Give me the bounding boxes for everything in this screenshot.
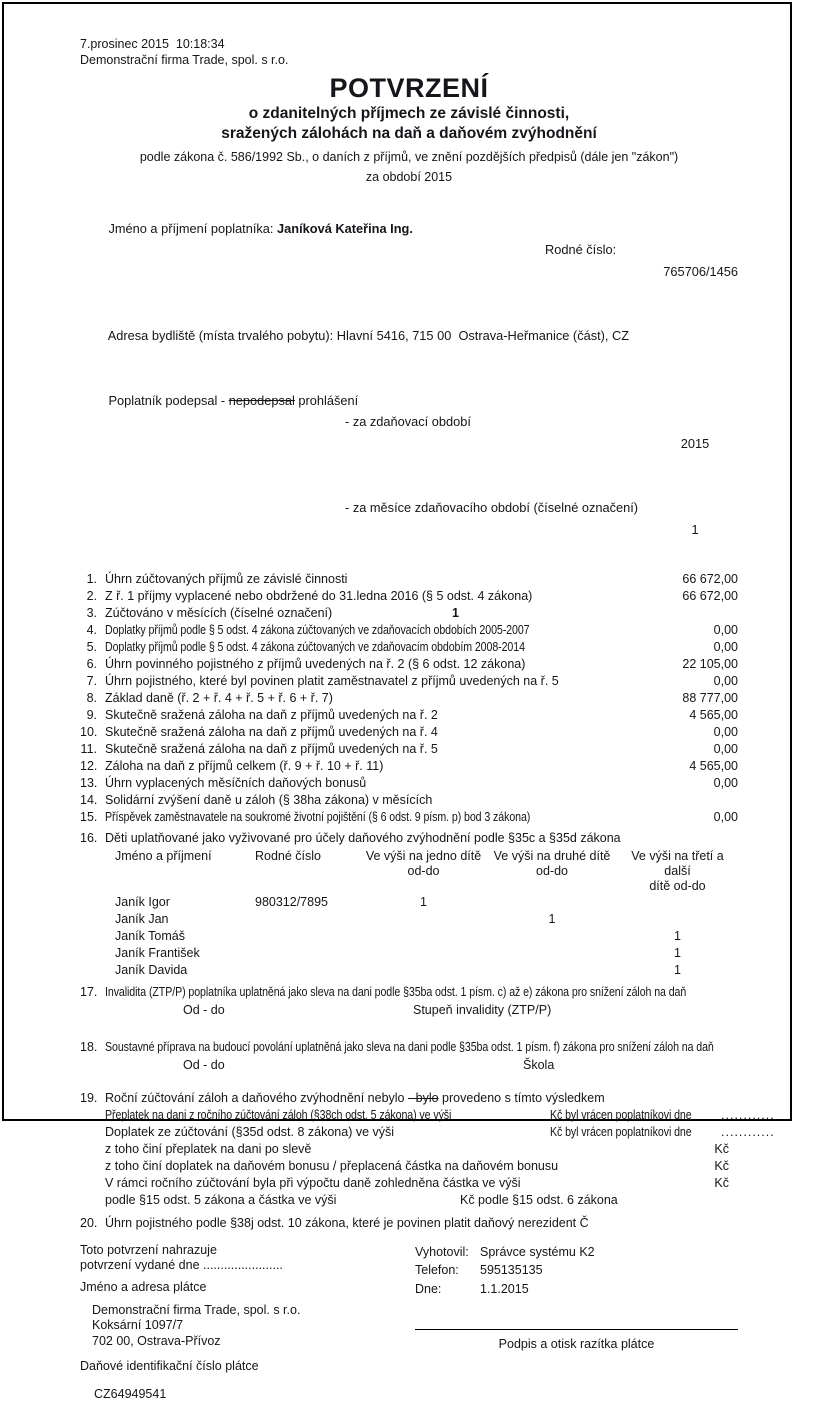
- currency-label: Kč: [714, 1175, 729, 1192]
- section-18-label: Soustavné příprava na budoucí povolání uplatněná jako sleva na dani podle §35ba odst. 1 písm. f) zákona pro snížení záloh na daň: [105, 1039, 714, 1056]
- tax-id-value: CZ64949541: [94, 1387, 415, 1402]
- child-third-months: [617, 911, 738, 928]
- child-first-months: [360, 962, 487, 979]
- section-19-row: [80, 1124, 738, 1141]
- section-19-row-label-text: Přeplatek na dani z ročního zúčtování záloh (§38ch odst. 5 zákona) ve výši: [105, 1107, 451, 1124]
- line-label: Skutečně sražená záloha na daň z příjmů uvedených na ř. 5: [105, 741, 714, 758]
- payer-section-label: Jméno a adresa plátce: [80, 1280, 415, 1295]
- income-line: [80, 809, 738, 826]
- line-number: 15.: [80, 809, 105, 826]
- income-line: [80, 639, 738, 656]
- declaration-struck-text: nepodepsal: [229, 393, 295, 408]
- address-label: Adresa bydliště (místa trvalého pobytu):: [108, 328, 337, 343]
- income-line: [80, 690, 738, 707]
- line-center-value: 1: [452, 605, 459, 622]
- declaration-row: [80, 368, 738, 476]
- signature-line: [415, 1329, 738, 1330]
- line-number: 16.: [80, 830, 105, 847]
- income-line: [80, 741, 738, 758]
- declaration-prefix: Poplatník podepsal -: [108, 393, 228, 408]
- line-label-text: Doplatky příjmů podle § 5 odst. 4 zákona zúčtovaných ve zdaňovacím obdobím 2008-2014: [105, 639, 525, 656]
- line-number: 20.: [80, 1215, 105, 1232]
- months-label: - za měsíce zdaňovacího období (číselné označení): [345, 497, 638, 519]
- child-birth-number: [255, 928, 360, 945]
- income-line: [80, 724, 738, 741]
- child-birth-number: [255, 911, 360, 928]
- line-number: 12.: [80, 758, 105, 775]
- line-number: 9.: [80, 707, 105, 724]
- dotted-fill: ............: [717, 1125, 775, 1139]
- title-block: [80, 72, 738, 188]
- child-third-months: 1: [617, 962, 738, 979]
- footer-right-column: [415, 1243, 738, 1402]
- line-label: Základ daně (ř. 2 + ř. 4 + ř. 5 + ř. 6 + ř. 7): [105, 690, 682, 707]
- date-row: [415, 1280, 738, 1299]
- line-label: Solidární zvýšení daně u záloh (§ 38ha zákona) v měsících: [105, 792, 738, 809]
- period-line: za období 2015: [80, 167, 738, 188]
- income-line: [80, 588, 738, 605]
- child-first-months: 1: [360, 894, 487, 911]
- issued-by-value: Správce systému K2: [480, 1243, 595, 1262]
- line-number: 17.: [80, 984, 105, 1001]
- line-value: 66 672,00: [682, 571, 738, 588]
- footer-left-column: [80, 1243, 415, 1402]
- payer-address-block: [92, 1303, 415, 1350]
- child-name: Janík Igor: [115, 894, 255, 911]
- col-header-birth-number: Rodné číslo: [255, 849, 360, 894]
- income-line: [80, 605, 738, 622]
- section-18-fields: [80, 1056, 738, 1075]
- line-value: 0,00: [714, 775, 738, 792]
- child-name: Janík František: [115, 945, 255, 962]
- section-18: [80, 1039, 738, 1075]
- line-label: [105, 622, 714, 639]
- section-18-label-row: [80, 1039, 738, 1056]
- line-value: 0,00: [714, 639, 738, 656]
- date-value: 1.1.2015: [480, 1280, 529, 1299]
- children-section-label-row: [80, 830, 738, 847]
- children-section-label: Děti uplatňované jako vyživované pro účely daňového zvýhodnění podle §35c a §35d zákona: [105, 830, 738, 847]
- payer-street: Koksární 1097/7: [92, 1318, 415, 1334]
- school-label: Škola: [523, 1056, 554, 1075]
- line-label: [105, 639, 714, 656]
- line-number: 6.: [80, 656, 105, 673]
- child-row: [80, 945, 738, 962]
- col-header-second-child: Ve výši na druhé dítě od-do: [487, 849, 617, 894]
- returned-on-label: [550, 1107, 775, 1124]
- footer: [80, 1243, 738, 1402]
- invalidity-degree-label: Stupeň invalidity (ZTP/P): [413, 1001, 551, 1020]
- section-19-struck-text: - bylo: [408, 1091, 439, 1105]
- child-second-months: [487, 962, 617, 979]
- child-first-months: [360, 928, 487, 945]
- section-19-row: [80, 1175, 738, 1192]
- line-label: Skutečně sražená záloha na daň z příjmů uvedených na ř. 2: [105, 707, 689, 724]
- payer-name: Demonstrační firma Trade, spol. s r.o.: [92, 1303, 415, 1319]
- signature-area: [415, 1329, 738, 1352]
- line-number: 18.: [80, 1039, 105, 1056]
- line-number: 2.: [80, 588, 105, 605]
- returned-on-text: Kč byl vrácen poplatníkovi dne: [550, 1107, 692, 1124]
- taxpayer-section: [80, 196, 738, 562]
- child-third-months: 1: [617, 945, 738, 962]
- replacement-note-line-1: Toto potvrzení nahrazuje: [80, 1243, 415, 1258]
- income-line: [80, 792, 738, 809]
- section-19-row: [80, 1192, 738, 1209]
- line-number: 11.: [80, 741, 105, 758]
- line-value: 66 672,00: [682, 588, 738, 605]
- law-reference: podle zákona č. 586/1992 Sb., o daních z příjmů, ve znění pozdějších předpisů (dále jen "zákon"): [80, 147, 738, 167]
- child-birth-number: [255, 945, 360, 962]
- child-birth-number: 980312/7895: [255, 894, 360, 911]
- section-20-label: Úhrn pojistného podle §38j odst. 10 zákona, které je povinen platit daňový nerezident Č: [105, 1215, 738, 1232]
- child-first-months: [360, 911, 487, 928]
- line-number: 13.: [80, 775, 105, 792]
- child-third-months: [617, 894, 738, 911]
- income-line: [80, 707, 738, 724]
- birth-number-label: Rodné číslo:: [545, 239, 616, 261]
- line-label-text: Doplatky příjmů podle § 5 odst. 4 zákona zúčtovaných ve zdaňovacích obdobích 2005-2007: [105, 622, 529, 639]
- line-value: 88 777,00: [682, 690, 738, 707]
- mid-note: Kč podle §15 odst. 6 zákona: [460, 1192, 618, 1209]
- tax-id-label: Daňové identifikační číslo plátce: [80, 1359, 415, 1374]
- section-19-row: [80, 1141, 738, 1158]
- line-value: 0,00: [714, 673, 738, 690]
- child-birth-number: [255, 962, 360, 979]
- line-value: 4 565,00: [689, 758, 738, 775]
- child-second-months: [487, 894, 617, 911]
- income-line: [80, 758, 738, 775]
- line-value: 0,00: [714, 622, 738, 639]
- line-label: Skutečně sražená záloha na daň z příjmů uvedených na ř. 4: [105, 724, 714, 741]
- section-20: [80, 1215, 738, 1232]
- returned-on-label: [550, 1124, 775, 1141]
- income-line: [80, 656, 738, 673]
- section-19-row: [80, 1158, 738, 1175]
- child-second-months: [487, 928, 617, 945]
- document-subtitle-1: o zdanitelných příjmech ze závislé činnosti,: [80, 104, 738, 124]
- line-value: 0,00: [714, 741, 738, 758]
- section-17-fields: [80, 1001, 738, 1020]
- currency-label: Kč: [714, 1141, 729, 1158]
- phone-row: [415, 1261, 738, 1280]
- section-19-row: [80, 1107, 738, 1124]
- od-do-label: Od - do: [183, 1058, 225, 1072]
- line-label: Úhrn povinného pojistného z příjmů uvedených na ř. 2 (§ 6 odst. 12 zákona): [105, 656, 682, 673]
- line-label: Zúčtováno v měsících (číselné označení): [105, 605, 738, 622]
- line-number: 1.: [80, 571, 105, 588]
- line-number: 5.: [80, 639, 105, 656]
- line-value: 0,00: [714, 724, 738, 741]
- section-19-label: Roční zúčtování záloh a daňového zvýhodnění nebylo - bylo provedeno s tímto výsledkem: [105, 1090, 738, 1107]
- section-17-label: Invalidita (ZTP/P) poplatníka uplatněná jako sleva na dani podle §35ba odst. 1 písm. c) až e) zákona pro snížení záloh na daň: [105, 984, 686, 1001]
- child-row: [80, 911, 738, 928]
- currency-label: Kč: [714, 1158, 729, 1175]
- address-value: Hlavní 5416, 715 00 Ostrava-Heřmanice (část), CZ: [337, 328, 629, 343]
- income-line: [80, 775, 738, 792]
- birth-number-value: 765706/1456: [663, 261, 738, 283]
- line-number: 19.: [80, 1090, 105, 1107]
- line-value: 0,00: [714, 809, 738, 826]
- print-header: [80, 36, 738, 68]
- line-label-text: Příspěvek zaměstnavatele na soukromé životní pojištění (§ 6 odst. 9 písm. p) bod 3 zákona): [105, 809, 530, 826]
- child-second-months: [487, 945, 617, 962]
- child-third-months: 1: [617, 928, 738, 945]
- declaration-suffix: prohlášení: [295, 393, 358, 408]
- child-row: [80, 962, 738, 979]
- line-number: 3.: [80, 605, 105, 622]
- phone-label: Telefon:: [415, 1261, 480, 1280]
- taxpayer-name-label: Jméno a příjmení poplatníka:: [108, 221, 277, 236]
- line-number: 10.: [80, 724, 105, 741]
- tax-period-value: 2015: [655, 433, 735, 455]
- line-number: 4.: [80, 622, 105, 639]
- section-19-row-label: z toho činí doplatek na daňovém bonusu / přeplacená částka na daňovém bonusu: [105, 1159, 558, 1173]
- income-line: [80, 673, 738, 690]
- line-label: Úhrn vyplacených měsíčních daňových bonusů: [105, 775, 714, 792]
- payer-city: 702 00, Ostrava-Přívoz: [92, 1334, 415, 1350]
- months-value: 1: [655, 519, 735, 541]
- line-label: Z ř. 1 příjmy vyplacené nebo obdržené do 31.ledna 2016 (§ 5 odst. 4 zákona): [105, 588, 682, 605]
- dotted-fill: ............: [717, 1108, 775, 1122]
- document-subtitle-2: sražených zálohách na daň a daňovém zvýhodnění: [80, 124, 738, 144]
- col-header-name: Jméno a příjmení: [115, 849, 255, 894]
- line-label: Záloha na daň z příjmů celkem (ř. 9 + ř. 10 + ř. 11): [105, 758, 689, 775]
- phone-value: 595135135: [480, 1261, 543, 1280]
- child-name: Janík Davida: [115, 962, 255, 979]
- line-value: 4 565,00: [689, 707, 738, 724]
- line-label: [105, 809, 714, 826]
- section-19-row-label: podle §15 odst. 5 zákona a částka ve výši: [105, 1193, 336, 1207]
- child-row: [80, 894, 738, 911]
- replacement-note-line-2: potvrzení vydané dne .......................: [80, 1258, 415, 1273]
- taxpayer-address-row: [80, 304, 738, 369]
- child-name: Janík Jan: [115, 911, 255, 928]
- child-name: Janík Tomáš: [115, 928, 255, 945]
- line-label: Úhrn pojistného, které byl povinen platit zaměstnavatel z příjmů uvedených na ř. 5: [105, 673, 714, 690]
- tax-period-label: - za zdaňovací období: [345, 411, 471, 433]
- line-number: 7.: [80, 673, 105, 690]
- date-label: Dne:: [415, 1280, 480, 1299]
- line-label: Úhrn zúčtovaných příjmů ze závislé činnosti: [105, 571, 682, 588]
- line-value: 22 105,00: [682, 656, 738, 673]
- section-19-row-label: Doplatek ze zúčtování (§35d odst. 8 zákona) ve výši: [105, 1125, 394, 1139]
- children-table-body: [80, 894, 738, 979]
- section-17-label-row: [80, 984, 738, 1001]
- income-lines: [80, 571, 738, 826]
- line-number: 8.: [80, 690, 105, 707]
- signature-label: Podpis a otisk razítka plátce: [415, 1337, 738, 1352]
- child-row: [80, 928, 738, 945]
- section-17: [80, 984, 738, 1020]
- section-19-row-label: V rámci ročního zúčtování byla při výpočtu daně zohledněna částka ve výši: [105, 1176, 521, 1190]
- issued-by-label: Vyhotovil:: [415, 1243, 480, 1262]
- children-table-header: [80, 849, 738, 894]
- issued-by-row: [415, 1243, 738, 1262]
- section-19-label-row: [80, 1090, 738, 1107]
- taxpayer-name-row: [80, 196, 738, 304]
- section-19-row-label: [105, 1108, 512, 1122]
- child-first-months: [360, 945, 487, 962]
- months-row: [80, 476, 738, 562]
- income-line: [80, 571, 738, 588]
- section-19-rows: [80, 1107, 738, 1209]
- print-company: Demonstrační firma Trade, spol. s r.o.: [80, 52, 738, 68]
- section-19: [80, 1090, 738, 1209]
- child-second-months: 1: [487, 911, 617, 928]
- line-number: 14.: [80, 792, 105, 809]
- returned-on-text: Kč byl vrácen poplatníkovi dne: [550, 1124, 692, 1141]
- children-section: [80, 830, 738, 979]
- section-19-row-label: z toho činí přeplatek na dani po slevě: [105, 1142, 311, 1156]
- od-do-label: Od - do: [183, 1003, 225, 1017]
- taxpayer-name: Janíková Kateřina Ing.: [277, 221, 413, 236]
- income-line: [80, 622, 738, 639]
- col-header-third-child: Ve výši na třetí a další dítě od-do: [617, 849, 738, 894]
- document-title: POTVRZENÍ: [80, 72, 738, 104]
- col-header-first-child: Ve výši na jedno dítě od-do: [360, 849, 487, 894]
- print-datetime: 7.prosinec 2015 10:18:34: [80, 36, 738, 52]
